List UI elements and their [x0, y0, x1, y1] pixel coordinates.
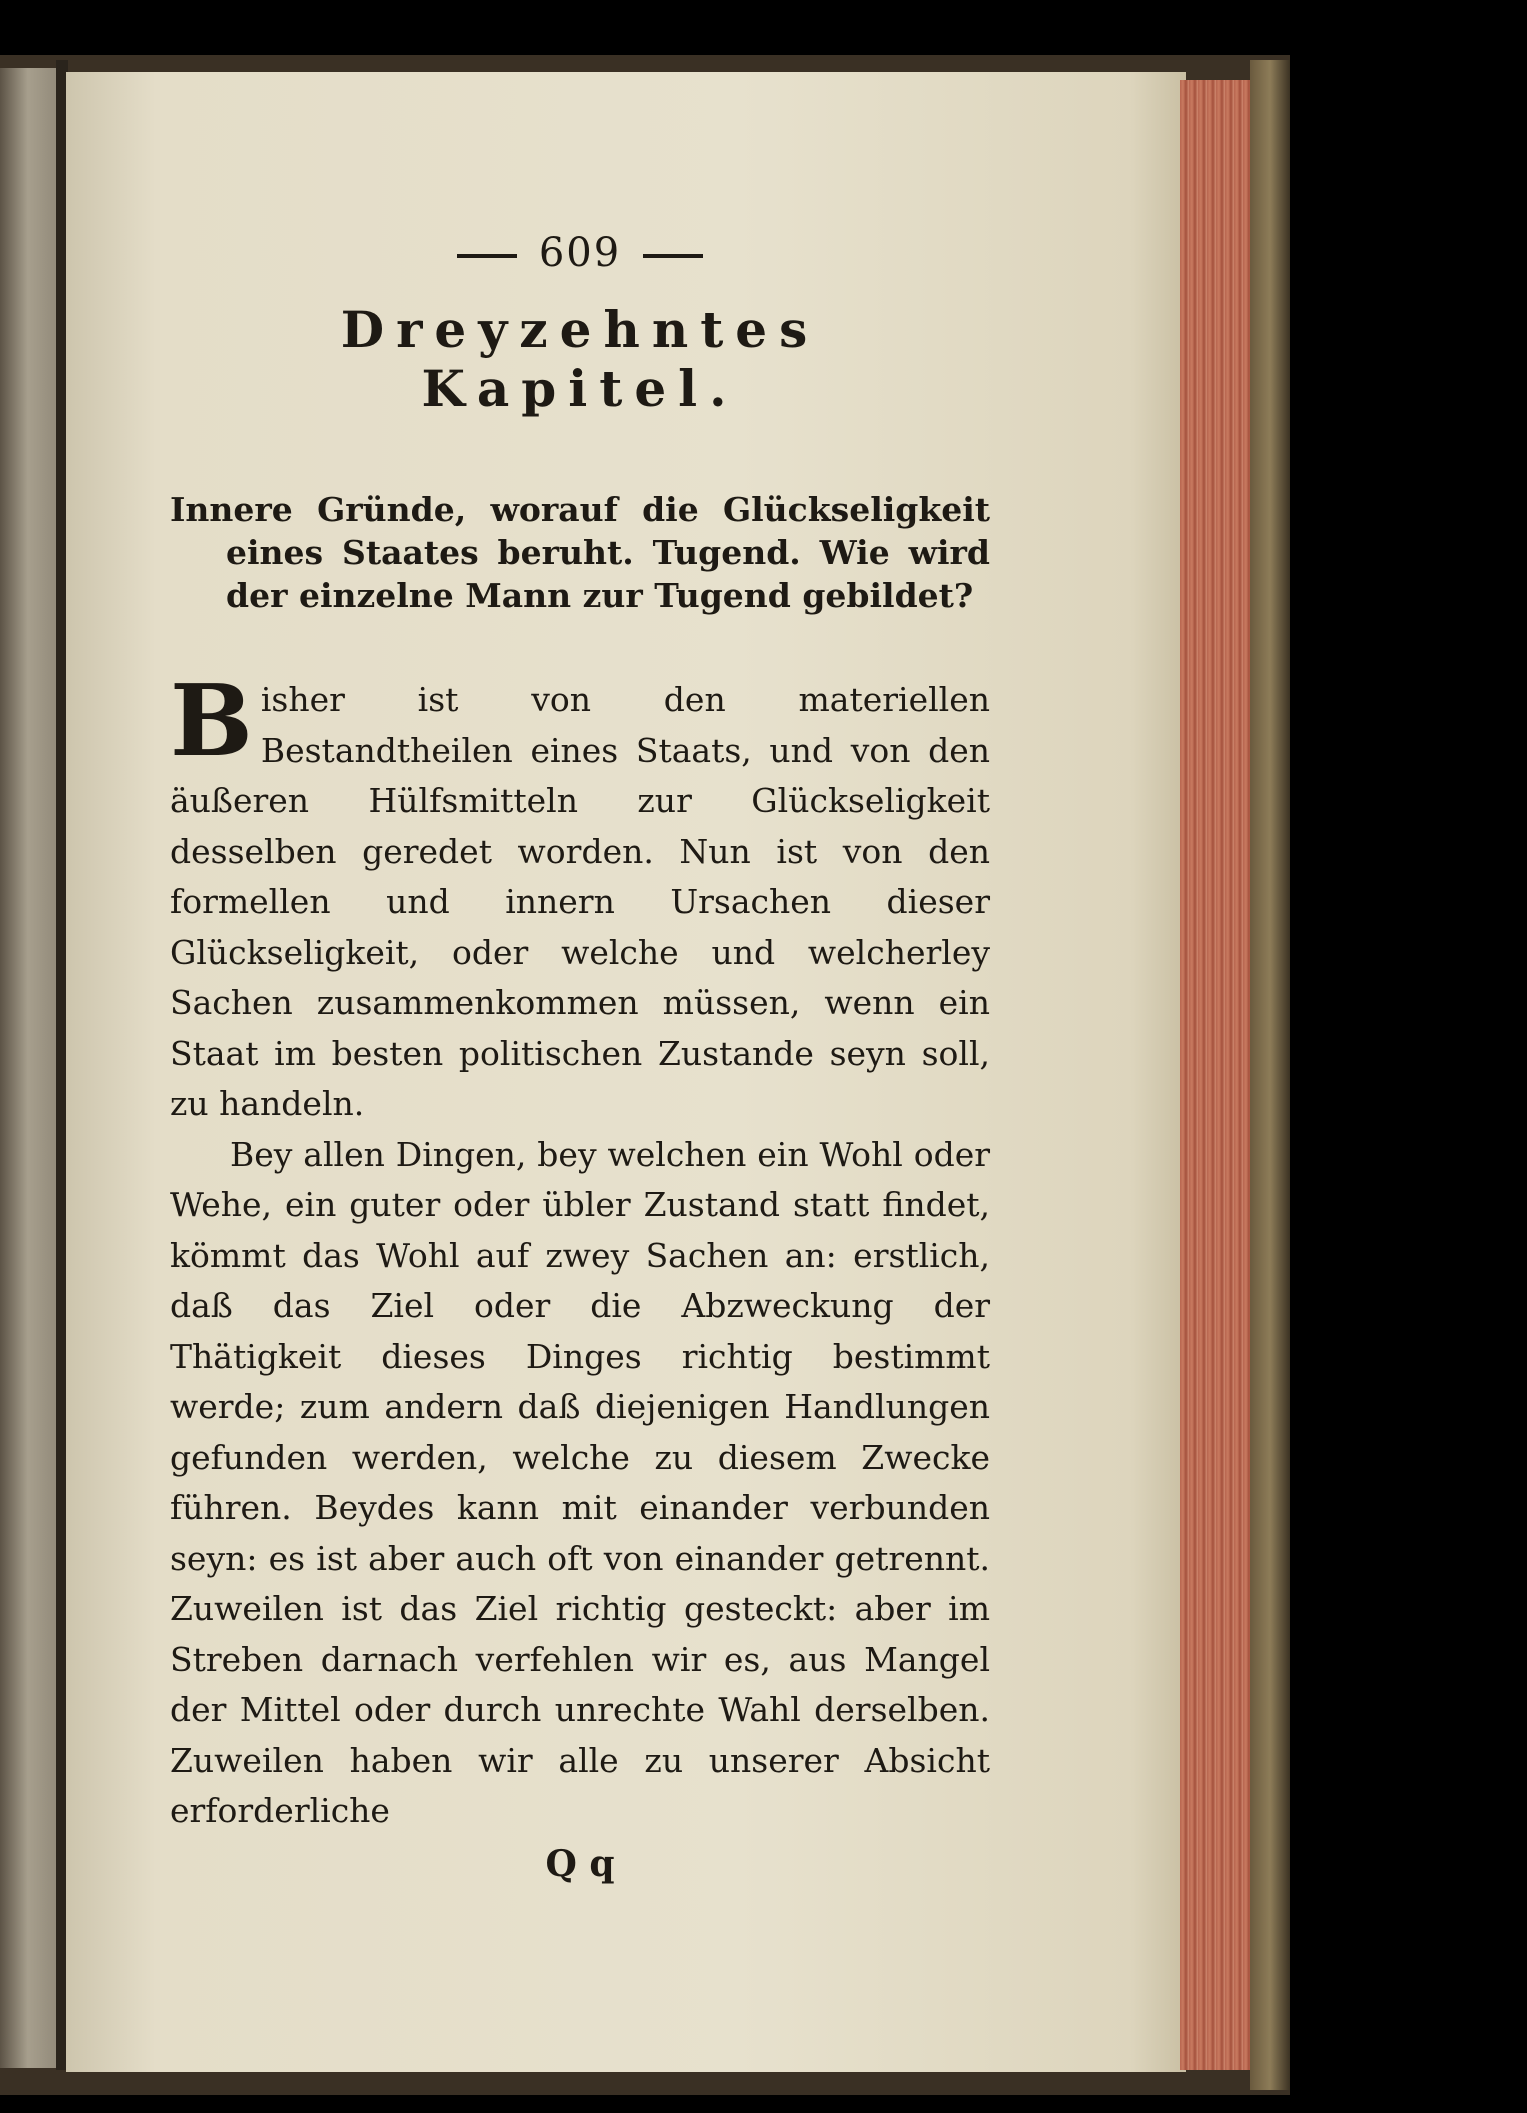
chapter-summary: Innere Gründe, worauf die Glückseligkeit eines Staates beruht. Tugend. Wie wird der einzelne Mann zur Tugend gebildet? [170, 490, 990, 615]
dash-right [643, 254, 703, 258]
facing-page-edge [0, 68, 62, 2068]
cover-edge [1250, 60, 1290, 2090]
page-text-block [170, 230, 990, 1885]
dash-left [457, 254, 517, 258]
chapter-heading: Dreyzehntes Kapitel. [340, 300, 820, 418]
paragraph-2: Bey allen Dingen, bey welchen ein Wohl oder Wehe, ein guter oder übler Zustand statt findet, kömmt das Wohl auf zwey Sachen an: erstlich, daß das Ziel oder die Abzweckung der Thätigkeit dieses Dinges richtig bestimmt werde; zum andern daß diejenigen Handlungen gefunden werden, welche zu diesem Zwecke führen. Beydes kann mit einander verbunden seyn: es ist aber auch oft von einander getrennt. Zuweilen ist das Ziel richtig gesteckt: aber im Streben darnach verfehlen wir es, aus Mangel der Mittel oder durch unrechte Wahl derselben. Zuweilen haben wir alle zu unserer Absicht erforderliche [170, 1134, 990, 1830]
page-number-line [170, 230, 990, 276]
paragraph-1: Bisher ist von den materiellen Bestandtheilen eines Staats, und von den äußeren Hülfsmitteln zur Glückseligkeit desselben geredet worden. Nun ist von den formellen und innern Ursachen dieser Glückseligkeit, oder welche und welcherley Sachen zusammenkommen müssen, wenn ein Staat im besten politischen Zustande seyn soll, zu handeln. [170, 664, 990, 1123]
page-number: 609 [538, 230, 622, 276]
red-page-edges [1180, 80, 1252, 2070]
signature-mark: Q q [545, 1842, 615, 1885]
